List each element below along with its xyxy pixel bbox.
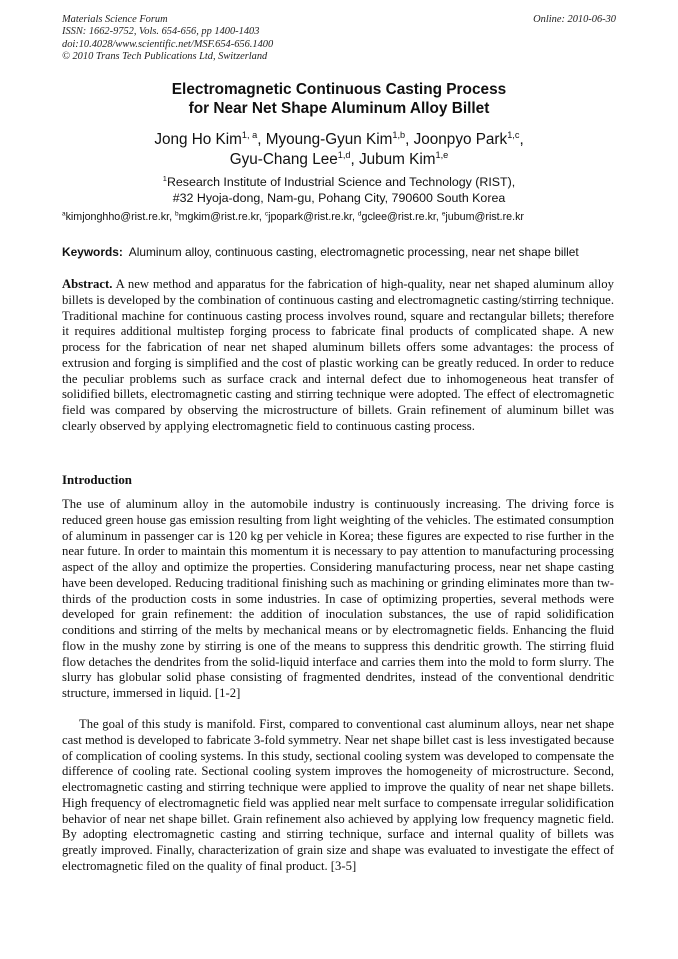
email-sup: e	[441, 210, 446, 218]
abstract-label: Abstract.	[62, 277, 113, 291]
abstract-text: A new method and apparatus for the fabrication of high-quality, near net shaped aluminum alloy billets is developed by the combination of continuous casting and electromagnetic casting/stirring technique. Traditional machine for continuous casting process involves round, square and rectangular billets; therefore it requires additional multistep forging process to fabricate final products of complicated shape. A new process for the fabrication of near net shaped aluminum billets offers some advantages: the process of extrusion and forging is simplified and the cost of plastic working can be greatly reduced. In order to reduce the peculiar problems such as surface crack and internal defect due to inhomogeneous heat transfer of solidified billets, electromagnetic casting and stirring technique were adopted. The effect of electromagnetic field was compared by observing the microstructure of billets. Grain refinement of aluminum billet was clearly observed by applying electromagnetic field to continuous casting process.	[62, 277, 614, 433]
affiliation-line-2: #32 Hyoja-dong, Nam-gu, Pohang City, 790600 South Korea	[172, 190, 506, 205]
introduction-heading: Introduction	[62, 473, 132, 487]
title-line-2: for Near Net Shape Aluminum Alloy Billet	[188, 100, 490, 117]
author-affil-sup: 1,d	[337, 149, 351, 160]
issn-line: ISSN: 1662-9752, Vols. 654-656, pp 1400-1403	[62, 26, 260, 38]
email-link[interactable]: kimjonghho@rist.re.kr,	[65, 211, 176, 223]
affiliation-line-1	[62, 175, 616, 191]
affiliation-sup: 1	[162, 173, 167, 183]
introduction-paragraph-2: The goal of this study is manifold. First, compared to conventional cast aluminum alloys, near net shape cast method is developed to fabricate 3-fold symmetry. Near net shape billet cast is less investigated because of complication of cooling systems. In this study, sectional cooling system was developed to compensate the difference of cooling rate. Sectional cooling system improves the homogeneity of microstructure. Second, electromagnetic casting and stirring technique were applied to improve the quality of near net shape billets. High frequency of electromagnetic field was applied near melt surface to compensate irregular solidification behavior of near net shape billet. Grain refinement also achieved by applying low frequency magnetic field. By adopting electromagnetic casting and stirring technique, surface and internal quality of billets was greatly improved. Finally, characterization of grain size and shape was evaluated to investigate the effect of electromagnetic filed on the quality of final product. [3-5]	[62, 717, 614, 873]
author-affil-sup: 1,e	[435, 149, 449, 160]
author-name: Gyu-Chang Lee	[229, 151, 338, 168]
author-list	[62, 130, 616, 170]
email-sup: b	[175, 210, 179, 218]
author-name: , Joonpyo Park	[405, 131, 508, 148]
paper-title	[62, 80, 616, 118]
keywords-text: Aluminum alloy, continuous casting, electromagnetic processing, near net shape billet	[128, 245, 579, 259]
author-name: , Myoung-Gyun Kim	[257, 131, 393, 148]
doi-line: doi:10.4028/www.scientific.net/MSF.654-656.1400	[62, 38, 274, 50]
journal-header	[62, 14, 616, 64]
journal-name: Materials Science Forum	[62, 14, 168, 25]
author-affil-sup: 1,b	[392, 129, 406, 140]
author-affil-sup: 1,c	[507, 129, 520, 140]
title-line-1: Electromagnetic Continuous Casting Process	[171, 81, 507, 98]
keywords	[62, 245, 616, 260]
copyright-line: © 2010 Trans Tech Publications Ltd, Switzerland	[62, 51, 268, 63]
email-sup: a	[62, 210, 66, 218]
email-link[interactable]: mgkim@rist.re.kr,	[178, 211, 265, 223]
author-line-2	[62, 150, 616, 170]
email-link[interactable]: gclee@rist.re.kr,	[361, 211, 442, 223]
keywords-label: Keywords:	[62, 245, 123, 259]
introduction-paragraph-1: The use of aluminum alloy in the automobile industry is continuously increasing. The driving force is reduced green house gas emission resulting from light weighting of the vehicles. The estimated consumption of aluminum in passenger car is 120 kg per vehicle in Korea; these figures are expected to rise further in the near future. In order to maintain this momentum it is necessary to pay attention to manufacturing processing aspect of the alloy and optimize the properties. Considering manufacturing process, near net shape casting have been developed. Reducing traditional finishing such as machining or grinding eliminates more than tw-thirds of the production costs in some industries. In case of optimizing properties, several methods were developed for grain refinement: the addition of inoculation substances, the use of rapid solidification conditions and stirring of the melts by mechanical means or by electromagnetic fields. Enhancing the fluid flow in the mushy zone by stirring is one of the means to suppress this dendritic growth. The stirring fluid flow detaches the dendrites from the solid-liquid interface and carries them into the mold to form slurry. The slurry has globular solid phase consisting of fragmented dendrites, instead of the conventional dendritic structure, immersed in liquid. [1-2]	[62, 497, 614, 700]
affiliation-text: Research Institute of Industrial Science and Technology (RIST),	[166, 175, 516, 189]
email-link[interactable]: jpopark@rist.re.kr,	[268, 211, 358, 223]
author-separator: ,	[519, 131, 524, 148]
author-affil-sup: 1, a	[241, 129, 258, 140]
email-sup: d	[357, 210, 362, 218]
author-name: Jong Ho Kim	[154, 131, 242, 148]
online-date: Online: 2010-06-30	[533, 14, 616, 25]
abstract	[62, 277, 614, 435]
email-list	[62, 210, 616, 224]
author-name: , Jubum Kim	[350, 151, 436, 168]
email-sup: c	[264, 210, 269, 218]
author-line-1	[62, 130, 616, 150]
affiliation	[62, 175, 616, 206]
email-link[interactable]: jubum@rist.re.kr	[445, 211, 524, 223]
